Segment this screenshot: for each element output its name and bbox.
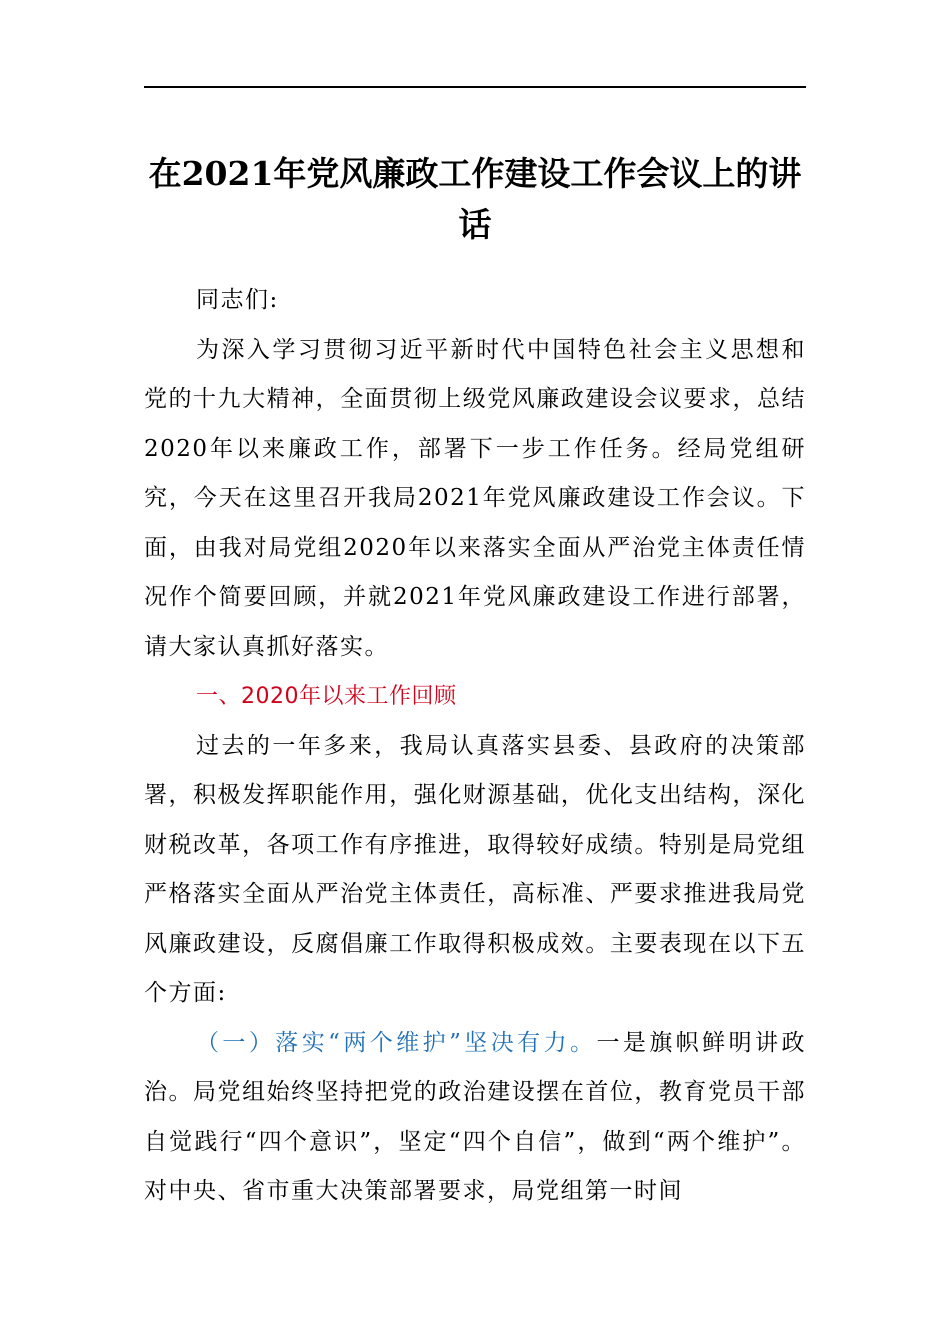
subsection-1-text: 一是旗帜鲜明讲政治。局党组始终坚持把党的政治建设摆在首位，教育党员干部自觉践行“四个意识”，坚定“四个自信”，做到“两个维护”。对中央、省市重大决策部署要求，局党组第一时间	[144, 1029, 806, 1204]
section-1-heading: 一、2020年以来工作回顾	[196, 684, 457, 709]
salutation: 同志们:	[196, 287, 279, 313]
subsection-1-heading: （一）落实“两个维护”坚决有力。	[196, 1029, 597, 1056]
subsection-1-paragraph	[144, 1019, 806, 1217]
document-title: 在2021年党风廉政工作建设工作会议上的讲话	[148, 154, 802, 244]
section-1-paragraph: 过去的一年多来，我局认真落实县委、县政府的决策部署，积极发挥职能作用，强化财源基础，优化支出结构，深化财税改革，各项工作有序推进，取得较好成绩。特别是局党组严格落实全面从严治党主体责任，高标准、严要求推进我局党风廉政建设，反腐倡廉工作取得积极成效。主要表现在以下五个方面:	[144, 732, 806, 1006]
intro-paragraph: 为深入学习贯彻习近平新时代中国特色社会主义思想和党的十九大精神，全面贯彻上级党风廉政建设会议要求，总结2020年以来廉政工作，部署下一步工作任务。经局党组研究，今天在这里召开我局2021年党风廉政建设工作会议。下面，由我对局党组2020年以来落实全面从严治党主体责任情况作个简要回顾，并就2021年党风廉政建设工作进行部署，请大家认真抓好落实。	[144, 336, 806, 660]
header-divider	[144, 86, 806, 88]
document-body	[144, 276, 806, 1217]
